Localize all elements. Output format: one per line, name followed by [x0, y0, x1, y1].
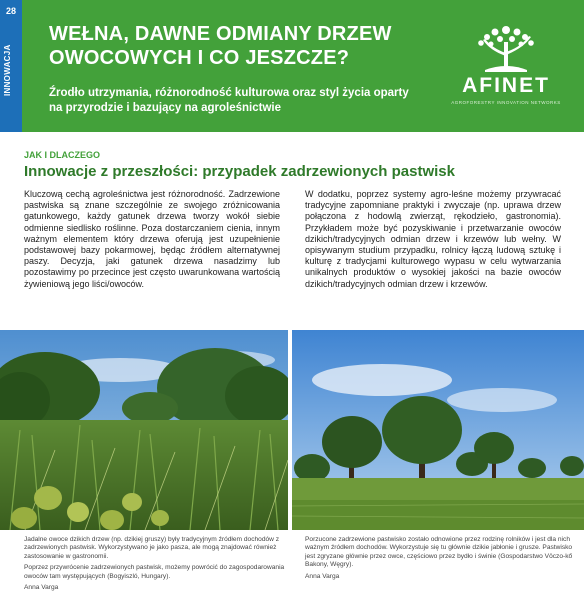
photo-wild-pears — [0, 330, 288, 530]
logo-tagline: AGROFORESTRY INNOVATION NETWORKS — [451, 100, 561, 105]
caption-right-credit: Anna Varga — [305, 572, 340, 580]
logo-wordmark: AFINET — [462, 74, 550, 97]
caption-right-text-1: Porzucone zadrzewione pastwisko zostało odnowione przez rodzinę rolników i jest dla nich ważnym źródłem dochodów. Wykorzystuje się tu głównie dzikie jabłonie i grusze. Pastwisko jest zgryzane głównie przez owce, częściowo przez bydło i świnie (Gospodarstwo Vöczo-kő Bakony, Węgry). — [305, 536, 573, 569]
page-header — [0, 0, 584, 132]
section-heading: Innowacje z przeszłości: przypadek zadrzewionych pastwisk — [24, 163, 455, 180]
section-tab-label: INNOWACJA — [3, 44, 12, 96]
section-kicker: JAK I DLACZEGO — [24, 150, 101, 160]
section-side-tab — [0, 0, 22, 132]
caption-left-text-2: Poprzez przywrócenie zadrzewionych pastwisk, możemy powrócić do zagospodarowania owoców tam występujących (Bogyiszló, Hungary). — [24, 564, 285, 580]
page-number: 28 — [5, 6, 16, 16]
page-subtitle: Źrodło utrzymania, różnorodność kulturowa oraz styl życia oparty na przyrodzie i bazujący na agroleśnictwie — [49, 87, 409, 114]
photo-wood-pasture — [292, 330, 584, 530]
caption-left — [24, 536, 292, 595]
page-title: WEŁNA, DAWNE ODMIANY DRZEW OWOCOWYCH I CO JESZCZE? — [49, 23, 392, 69]
caption-left-text-1: Jadalne owoce dzikich drzew (np. dzikiej gruszy) były tradycyjnym źródłem dochodów z zadrzewionych pastwisk. Wykorzystywano je jako pasza, ale mogą znajdować również zastosowanie w gastronomii. — [24, 536, 280, 560]
body-column-right: W dodatku, poprzez systemy agro-leśne możemy przywracać tradycyjne zapomniane praktyki i zwyczaje (np. uprawa drzew połączona z hodowlą zwierząt, rękodzieło, gastronomia). Przykładem może być pozyskiwanie i przetwarzanie owoców dzikich/tradycyjnych odmian drzew i krzewów lub wełny. W opisywanym studium przypadku, rolnicy łączą ludową sztukę i kulturę z tradycjami kulturowego wypasu w celu wytwarzania unikalnych produktów o wysokiej jakości na bazie owoców dzikich/tradycyjnych odmian drzew i krzewów. — [305, 189, 561, 289]
afinet-logo — [445, 22, 567, 110]
tree-logo-icon — [445, 22, 567, 74]
body-column-left: Kluczową cechą agroleśnictwa jest różnorodność. Zadrzewione pastwiska są znane szczególnie ze swojego zróżnicowania gatunkowego, każdy gatunek drzewa tworzy wokół siebie odmienne siedlisko roślinne. Poza dostarczaniem cienia, innym ważnym elementem który drzewa oferują jest uzupełnienie podstawowej bazy pokarmowej, będąc źródłem alternatywnej paszy. Decyzja, jaki gatunek drzewa nasadzimy lub pozostawimy po przecince jest często uwarunkowana wartością żywieniową jego liści/owoców. — [24, 189, 280, 289]
caption-right — [305, 536, 573, 584]
caption-left-credit: Anna Varga — [24, 584, 59, 592]
